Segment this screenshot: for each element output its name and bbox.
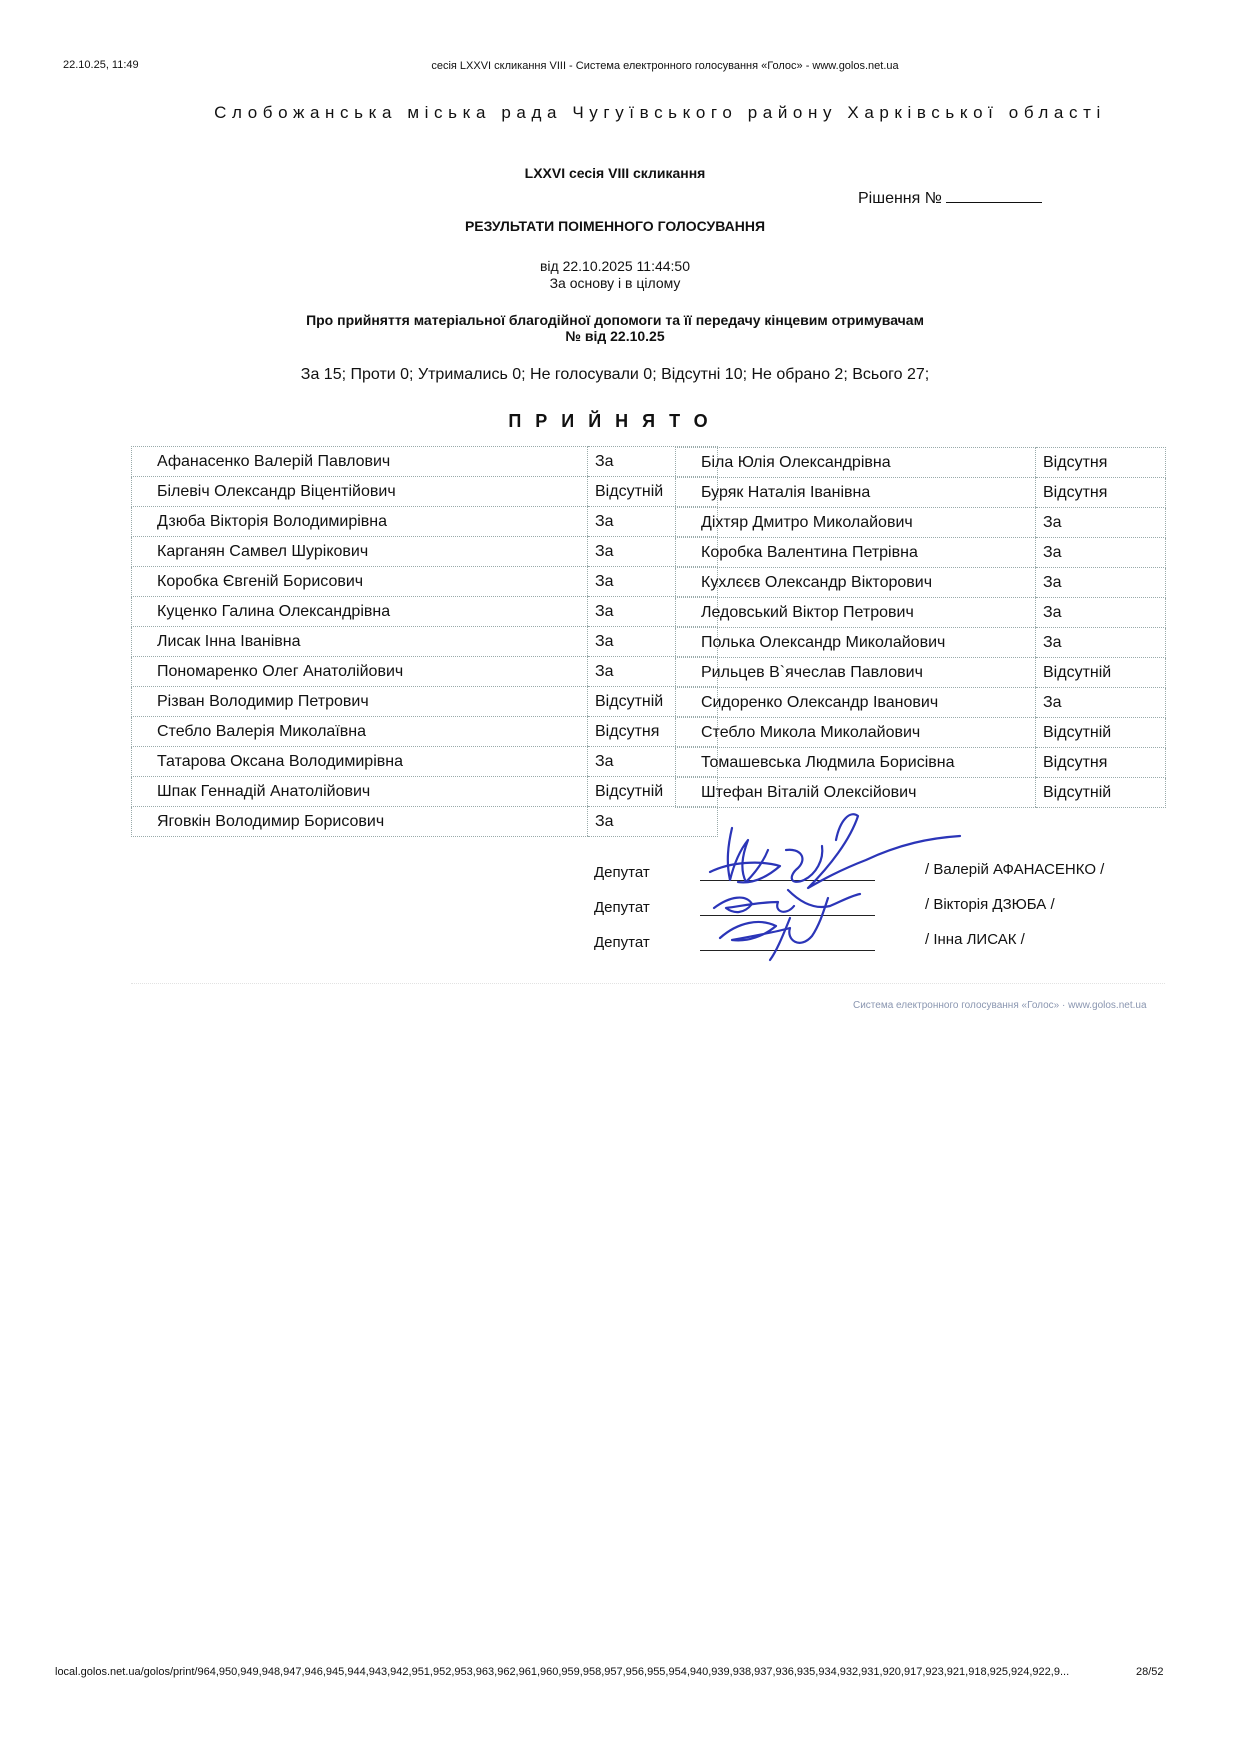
- vote-row: [132, 747, 718, 777]
- signer-name: / Валерій АФАНАСЕНКО /: [925, 861, 1105, 878]
- vote-verdict: ПРИЙНЯТО: [508, 411, 722, 431]
- vote-row: [132, 447, 718, 477]
- votes-table-left: [131, 446, 718, 837]
- vote-row: [676, 448, 1166, 478]
- vote-row: [676, 658, 1166, 688]
- page-divider: [131, 983, 1165, 984]
- vote-subject: Про прийняття матеріальної благодійної допомоги та її передачу кінцевим отримувачам: [306, 312, 924, 328]
- vote-row: [676, 508, 1166, 538]
- deputy-vote: За: [588, 657, 718, 687]
- deputy-vote: За: [588, 807, 718, 837]
- deputy-name: Різван Володимир Петрович: [132, 687, 588, 717]
- vote-row: [132, 507, 718, 537]
- deputy-name: Стебло Валерія Миколаївна: [132, 717, 588, 747]
- signer-role: Депутат: [594, 934, 650, 951]
- deputy-name: Стебло Микола Миколайович: [676, 718, 1036, 748]
- page-number: 28/52: [1136, 1666, 1164, 1678]
- system-watermark: Система електронного голосування «Голос» · www.golos.net.ua: [853, 1000, 1147, 1011]
- deputy-name: Діхтяр Дмитро Миколайович: [676, 508, 1036, 538]
- deputy-vote: Відсутній: [588, 777, 718, 807]
- deputy-vote: Відсутній: [588, 687, 718, 717]
- deputy-vote: Відсутня: [1036, 748, 1166, 778]
- deputy-name: Куценко Галина Олександрівна: [132, 597, 588, 627]
- deputy-vote: За: [588, 537, 718, 567]
- deputy-vote: Відсутній: [1036, 778, 1166, 808]
- deputy-name: Пономаренко Олег Анатолійович: [132, 657, 588, 687]
- vote-date: від 22.10.2025 11:44:50: [539, 258, 691, 274]
- vote-row: [132, 537, 718, 567]
- vote-row: [132, 597, 718, 627]
- footer-url: local.golos.net.ua/golos/print/964,950,949,948,947,946,945,944,943,942,951,952,953,963,962,961,960,959,958,957,956,955,954,940,939,938,937,936,935,934,932,931,920,917,923,921,918,925,924,922,9...: [55, 1666, 1070, 1678]
- deputy-name: Кухлєєв Олександр Вікторович: [676, 568, 1036, 598]
- deputy-vote: Відсутня: [1036, 478, 1166, 508]
- handwritten-signatures: [690, 810, 970, 970]
- vote-row: [132, 657, 718, 687]
- deputy-vote: Відсутній: [1036, 658, 1166, 688]
- deputy-name: Біла Юлія Олександрівна: [676, 448, 1036, 478]
- vote-row: [132, 687, 718, 717]
- deputy-vote: За: [1036, 598, 1166, 628]
- deputy-vote: За: [1036, 538, 1166, 568]
- deputy-vote: За: [588, 447, 718, 477]
- votes-table-right: [675, 447, 1166, 808]
- vote-row: [132, 777, 718, 807]
- deputy-name: Томашевська Людмила Борисівна: [676, 748, 1036, 778]
- deputy-name: Коробка Валентина Петрівна: [676, 538, 1036, 568]
- vote-row: [676, 688, 1166, 718]
- deputy-name: Штефан Віталій Олексійович: [676, 778, 1036, 808]
- decision-label: Рішення №: [858, 190, 942, 207]
- council-name: Слобожанська міська рада Чугуївського району Харківської області: [214, 103, 1106, 122]
- deputy-name: Карганян Самвел Шурікович: [132, 537, 588, 567]
- deputy-vote: За: [588, 597, 718, 627]
- deputy-name: Татарова Оксана Володимирівна: [132, 747, 588, 777]
- print-timestamp: 22.10.25, 11:49: [63, 59, 139, 71]
- print-header-title: сесія LXXVI скликання VIII - Система електронного голосування «Голос» - www.golos.net.ua: [431, 60, 899, 72]
- deputy-name: Сидоренко Олександр Іванович: [676, 688, 1036, 718]
- vote-row: [132, 567, 718, 597]
- decision-number: [858, 188, 1042, 208]
- deputy-name: Шпак Геннадій Анатолійович: [132, 777, 588, 807]
- deputy-vote: Відсутня: [1036, 448, 1166, 478]
- deputy-name: Рильцев В`ячеслав Павлович: [676, 658, 1036, 688]
- deputy-name: Буряк Наталія Іванівна: [676, 478, 1036, 508]
- results-title: РЕЗУЛЬТАТИ ПОІМЕННОГО ГОЛОСУВАННЯ: [464, 218, 766, 234]
- vote-row: [676, 538, 1166, 568]
- deputy-name: Дзюба Вікторія Володимирівна: [132, 507, 588, 537]
- deputy-vote: За: [588, 747, 718, 777]
- deputy-vote: Відсутній: [588, 477, 718, 507]
- vote-row: [676, 478, 1166, 508]
- vote-row: [132, 807, 718, 837]
- vote-row: [132, 627, 718, 657]
- vote-row: [676, 748, 1166, 778]
- deputy-name: Ледовський Віктор Петрович: [676, 598, 1036, 628]
- deputy-vote: За: [1036, 568, 1166, 598]
- signer-role: Депутат: [594, 899, 650, 916]
- vote-row: [676, 718, 1166, 748]
- vote-row: [676, 568, 1166, 598]
- deputy-name: Полька Олександр Миколайович: [676, 628, 1036, 658]
- deputy-name: Яговкін Володимир Борисович: [132, 807, 588, 837]
- deputy-vote: За: [1036, 508, 1166, 538]
- decision-number-blank: [946, 188, 1042, 203]
- session-title: LXXVI сесія VIII скликання: [524, 165, 706, 181]
- vote-basis: За основу і в цілому: [549, 275, 681, 291]
- deputy-vote: За: [1036, 628, 1166, 658]
- deputy-vote: Відсутній: [1036, 718, 1166, 748]
- vote-row: [132, 477, 718, 507]
- signer-role: Депутат: [594, 864, 650, 881]
- vote-totals: За 15; Проти 0; Утримались 0; Не голосували 0; Відсутні 10; Не обрано 2; Всього 27;: [300, 366, 930, 383]
- deputy-vote: За: [588, 507, 718, 537]
- vote-row: [132, 717, 718, 747]
- deputy-name: Білевіч Олександр Віцентійович: [132, 477, 588, 507]
- vote-row: [676, 628, 1166, 658]
- vote-row: [676, 598, 1166, 628]
- deputy-name: Лисак Інна Іванівна: [132, 627, 588, 657]
- signer-name: / Інна ЛИСАК /: [925, 931, 1025, 948]
- deputy-vote: За: [1036, 688, 1166, 718]
- deputy-name: Коробка Євгеній Борисович: [132, 567, 588, 597]
- vote-row: [676, 778, 1166, 808]
- signer-name: / Вікторія ДЗЮБА /: [925, 896, 1055, 913]
- vote-subject-number: № від 22.10.25: [565, 328, 665, 344]
- deputy-vote: Відсутня: [588, 717, 718, 747]
- deputy-vote: За: [588, 567, 718, 597]
- deputy-name: Афанасенко Валерій Павлович: [132, 447, 588, 477]
- deputy-vote: За: [588, 627, 718, 657]
